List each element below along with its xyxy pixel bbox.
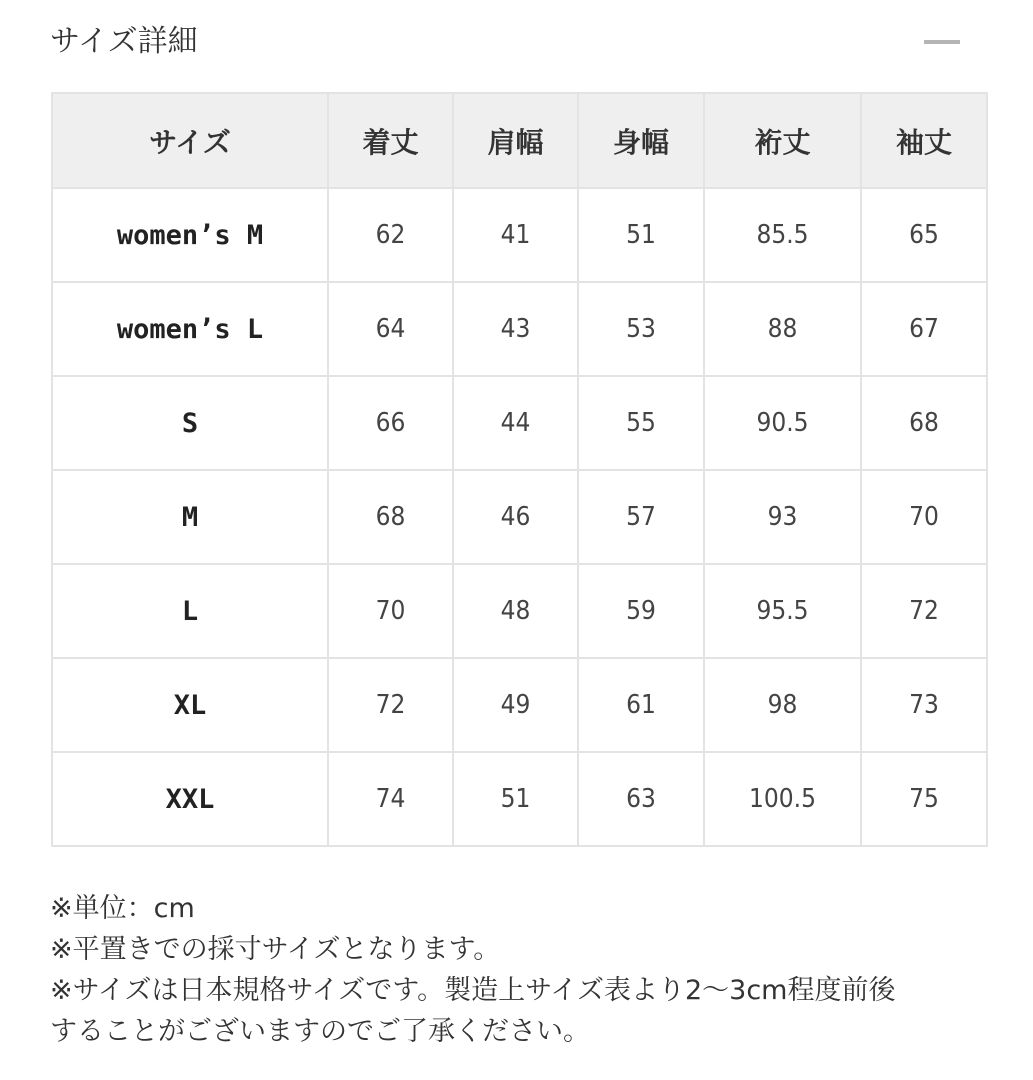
table-cell: 53 (578, 282, 704, 376)
table-cell: 61 (578, 658, 704, 752)
table-cell: 64 (328, 282, 453, 376)
size-label: women’s M (52, 188, 328, 282)
column-header-yuki: 裄丈 (704, 93, 861, 188)
table-cell: 49 (453, 658, 578, 752)
note-measurement: ※平置きでの採寸サイズとなります。 (50, 934, 501, 965)
table-cell: 59 (578, 564, 704, 658)
table-cell: 73 (861, 658, 987, 752)
table-cell: 44 (453, 376, 578, 470)
size-label: women’s L (52, 282, 328, 376)
size-label: M (52, 470, 328, 564)
column-header-length: 着丈 (328, 93, 453, 188)
table-cell: 51 (453, 752, 578, 846)
size-label: XXL (52, 752, 328, 846)
note-sizing-standard: ※サイズは日本規格サイズです。製造上サイズ表より2〜3cm程度前後 (50, 975, 896, 1006)
note-sizing-continued: することがございますのでご了承ください。 (50, 1016, 590, 1047)
table-cell: 74 (328, 752, 453, 846)
size-notes (50, 888, 980, 1052)
table-cell: 88 (704, 282, 861, 376)
table-row (52, 658, 987, 752)
column-header-shoulder: 肩幅 (453, 93, 578, 188)
table-cell: 93 (704, 470, 861, 564)
table-row (52, 188, 987, 282)
table-row (52, 470, 987, 564)
table-cell: 95.5 (704, 564, 861, 658)
table-cell: 70 (861, 470, 987, 564)
table-cell: 51 (578, 188, 704, 282)
column-header-chest: 身幅 (578, 93, 704, 188)
table-cell: 57 (578, 470, 704, 564)
table-cell: 100.5 (704, 752, 861, 846)
table-row (52, 376, 987, 470)
table-cell: 65 (861, 188, 987, 282)
section-title: サイズ詳細 (50, 24, 198, 59)
table-cell: 63 (578, 752, 704, 846)
size-label: XL (52, 658, 328, 752)
table-cell: 90.5 (704, 376, 861, 470)
note-unit: ※単位：cm (50, 893, 195, 924)
table-cell: 68 (328, 470, 453, 564)
size-details-header[interactable] (50, 18, 970, 68)
table-cell: 48 (453, 564, 578, 658)
size-table (51, 92, 988, 847)
size-label: L (52, 564, 328, 658)
size-label: S (52, 376, 328, 470)
minus-icon[interactable] (924, 30, 960, 54)
table-cell: 85.5 (704, 188, 861, 282)
table-cell: 72 (328, 658, 453, 752)
table-cell: 70 (328, 564, 453, 658)
table-cell: 68 (861, 376, 987, 470)
table-cell: 41 (453, 188, 578, 282)
table-cell: 55 (578, 376, 704, 470)
table-row (52, 282, 987, 376)
table-cell: 46 (453, 470, 578, 564)
table-cell: 75 (861, 752, 987, 846)
table-row (52, 564, 987, 658)
table-cell: 66 (328, 376, 453, 470)
table-row (52, 752, 987, 846)
column-header-sleeve: 袖丈 (861, 93, 987, 188)
table-cell: 72 (861, 564, 987, 658)
table-cell: 43 (453, 282, 578, 376)
column-header-size: サイズ (52, 93, 328, 188)
table-cell: 98 (704, 658, 861, 752)
table-cell: 67 (861, 282, 987, 376)
table-cell: 62 (328, 188, 453, 282)
table-header-row (52, 93, 987, 188)
